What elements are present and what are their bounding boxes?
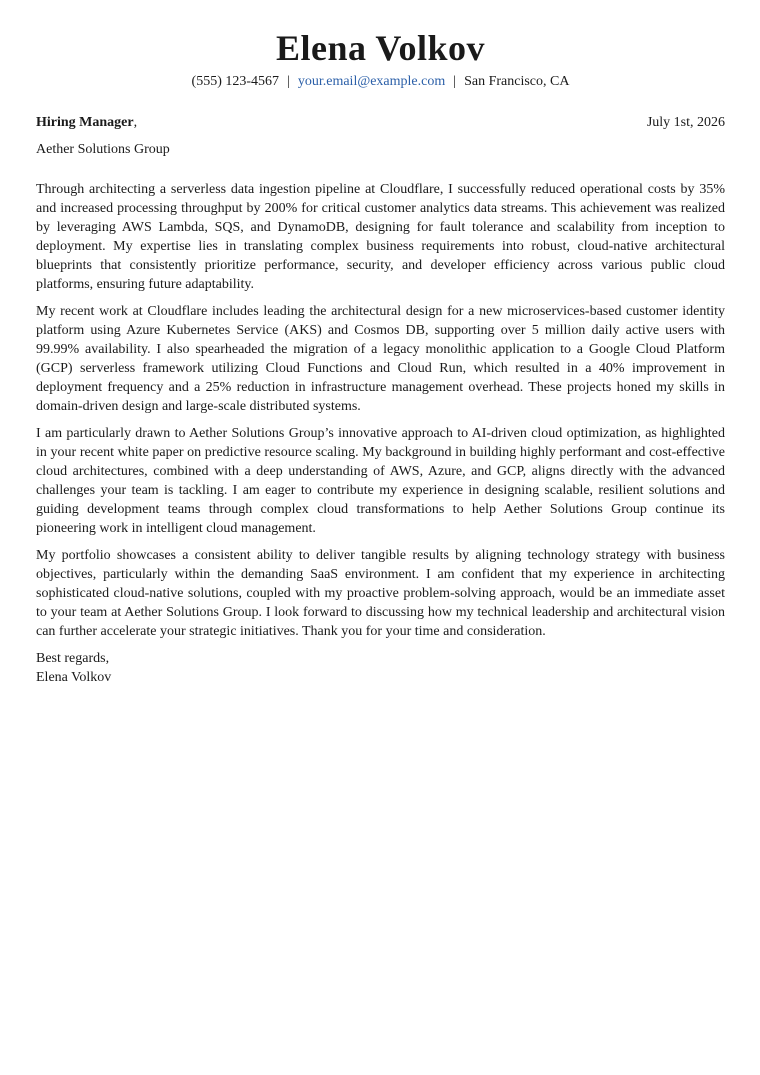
- location: San Francisco, CA: [464, 74, 570, 89]
- paragraph: My portfolio showcases a consistent ability to deliver tangible results by aligning technology strategy with business objectives, particularly within the demanding SaaS environment. I am confident that my experience in architecting sophisticated cloud-native solutions, coupled with my proactive problem-solving approach, would be an immediate asset to your team at Aether Solutions Group. I look forward to discussing how my technical leadership and architectural vision can further accelerate your strategic initiatives. Thank you for your time and consideration.: [36, 548, 725, 639]
- separator: |: [287, 74, 290, 89]
- paragraph: My recent work at Cloudflare includes leading the architectural design for a new microservices-based customer identity platform using Azure Kubernetes Service (AKS) and Cosmos DB, supporting over 5 million daily active users with 99.99% availability. I also spearheaded the migration of a legacy monolithic application to a Google Cloud Platform (GCP) serverless framework utilizing Cloud Functions and Cloud Run, which resulted in a 40% improvement in deployment frequency and a 25% reduction in infrastructure management overhead. These projects honed my skills in domain-driven design and large-scale distributed systems.: [36, 304, 725, 414]
- closing-block: [36, 649, 725, 687]
- letter-body: [36, 180, 725, 687]
- letter-date: July 1st, 2026: [646, 115, 725, 130]
- email-link[interactable]: your.email@example.com: [297, 74, 446, 89]
- recipient-company: Aether Solutions Group: [36, 142, 170, 157]
- applicant-name: Elena Volkov: [275, 28, 486, 68]
- paragraph: Through architecting a serverless data ingestion pipeline at Cloudflare, I successfully reduced operational costs by 35% and increased processing throughput by 200% for critical customer analytics data streams. This achievement was realized by leveraging AWS Lambda, SQS, and DynamoDB, designing for fault tolerance and scalability from inception to deployment. My expertise lies in translating complex business requirements into robust, cloud-native architectural blueprints that consistently prioritize performance, security, and developer efficiency across various public cloud platforms, ensuring future adaptability.: [36, 182, 725, 292]
- recipient-salutation: [36, 114, 137, 132]
- closing-phrase: Best regards,: [36, 651, 110, 666]
- recipient-comma: ,: [133, 115, 138, 130]
- phone-number: (555) 123-4567: [191, 74, 280, 89]
- separator: |: [453, 74, 457, 89]
- contact-line: [36, 73, 725, 91]
- signature-name: Elena Volkov: [36, 670, 112, 685]
- recipient-title: Hiring Manager: [36, 115, 134, 130]
- recipient-row: [36, 114, 725, 132]
- paragraph: I am particularly drawn to Aether Solutions Group’s innovative approach to AI-driven cloud optimization, as highlighted in your recent white paper on predictive resource scaling. My background in building highly performant and cost-effective cloud architectures, combined with a deep understanding of AWS, Azure, and GCP, aligns directly with the advanced challenges your team is tackling. I am eager to contribute my experience in designing scalable, resilient solutions and guiding development teams through complex cloud transformations to help Aether Solutions Group continue its pioneering work in intelligent cloud management.: [36, 426, 725, 536]
